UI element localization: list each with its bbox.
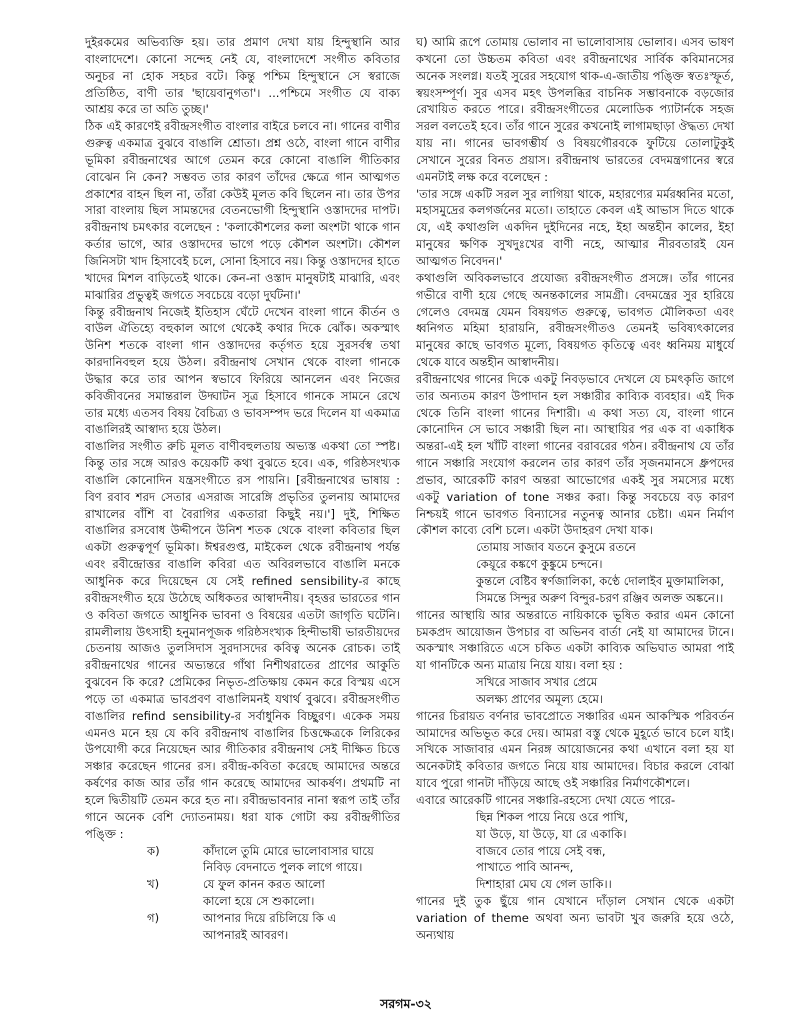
paragraph: দুইরকমের অভিব্যক্তি হয়। তার প্রমাণ দেখা যায় হিন্দুস্থানি আর বাংলাদেশে। কোনো সন্দেহ নেই যে, বাংলাদেশে সংগীত কবিতার অনুচর না হোক সহচর বটে। কিন্তু পশ্চিম হিন্দুস্থানে সে স্বরাজে প্রতিষ্ঠিত, বাণী তার 'ছায়েবানুগতা'। ...পশ্চিমে সংগীত যে বাক্য আশ্রয় করে তা অতি তুচ্ছ।': [85, 35, 400, 117]
verse-line: অলক্ষ্য প্রাণের অমূল্য হেমে।: [476, 691, 604, 706]
verse-line: দিশাহারা মেঘ যে গেল ডাকি।।: [476, 877, 612, 892]
song-verse-2: [416, 674, 734, 708]
verse-line: সিমন্তে সিন্দুর অরুণ বিন্দুর-চরণ রঞ্জিব অলক্ত অঙ্কনে।।: [476, 590, 724, 605]
song-verse-1: [416, 539, 734, 606]
verse-line: যে ফুল কানন করত আলো: [203, 877, 325, 892]
verse-item-ka: [85, 843, 400, 877]
block-quote: 'তার সঙ্গে একটি সরল সুর লাগিয়া থাকে, মহারণ্যের মর্মরধ্বনির মতো, মহাসমুদ্রের কলগর্জনের মতো। তাহাতে কেবল এই আভাস দিতে থাকে যে, এই কথাগুলি একদিন দুইদিনের নহে, ইহা অন্তহীন কালের, ইহা মানুষের ক্ষণিক সুখদুঃখের বাণী নহে, আত্মার নীরবতারই যেন আত্মগত নিবেদন।': [416, 186, 734, 268]
left-column: [85, 34, 400, 944]
verse-item-number: ক): [147, 843, 160, 858]
paragraph: রবীন্দ্রনাথের গানের দিকে একটু নিবড়ভাবে দেখলে যে চমৎকৃতি জাগে তার অন্যতম কারণ উপাদান হল সঞ্চারীর কাব্যিক ব্যবহার। এই দিক থেকে তিনি বাংলা গানের দিশারী। এ কথা সত্য যে, বাংলা গানে কোনোদিন সে ভাবে সঞ্চারী ছিল না। আস্থায়ির পর এক বা একাধিক অন্তরা-এই হল খাঁটি বাংলা গানের বরাবরের গঠন। রবীন্দ্রনাথ যে তাঁর গানে সঞ্চারি সংযোগ করলেন তার কারণ তাঁর সৃজনমানসে ধ্রুপদের প্রভাব, আরেকটি কারণ অন্তরা আভোগের একই সুর সমস্যের মধ্যে একটু variation of tone সঞ্চর করা। কিন্তু সবচেয়ে বড় কারণ নিশ্চয়ই গানে ভাবগত বিন্যাসের নতুনত্ব আনার চেষ্টা। এমন নির্মাণ কৌশল কাব্যে বেশি চলে। একটা উদাহরণ দেখা যাক।: [416, 371, 734, 538]
paragraph: গানের আস্থায়ি আর অন্তরাতে নায়িকাকে ভূষিত করার এমন কোনো চমকপ্রদ আয়োজন উপচার বা অভিনব বার্তা নেই যা আমাদের টানে। অকস্মাৎ সঞ্চারিতে এসে চকিত একটা কাব্যিক অভিঘাত আমরা পাই যা গানটিকে অন্য মাত্রায় নিয়ে যায়। বলা হয় :: [416, 607, 734, 673]
verse-line: যা উড়ে, যা উড়ে, যা রে একাকি।: [476, 826, 627, 841]
paragraph: বাঙালির সংগীত রুচি মূলত বাণীবহুলতায় অভ্যস্ত একথা তো স্পষ্ট। কিন্তু তার সঙ্গে আরও কয়েকটি কথা বুঝতে হবে। এক, গরিষ্ঠসংখ্যক বাঙালি কোনোদিন যন্ত্রসংগীতে রস পায়নি। [রবীন্দ্রনাথের ভাষায় : বিণ রবাব শরদ সেতার এসরাজ সারেঙ্গি প্রভৃতির তুলনায় আমাদের রাখালের বাঁশি বা বৈরাগির একতারা কিছুই নয়।'] দুই, শিক্ষিত বাঙালির রসবোধ উদ্দীপনে উনিশ শতক থেকে বাংলা কবিতার ছিল একটা গুরুত্বপূর্ণ ভূমিকা। ঈশ্বরগুপ্ত, মাইকেল থেকে রবীন্দ্রনাথ পর্যন্ত এবং রবীন্দ্রোত্তর বাঙালি কবিরা এত অবিরলভাবে বাঙালি মনকে আধুনিক করে দিয়েছেন যে সেই refined sensibility-র কাছে রবীন্দ্রসংগীত হয়ে উঠেছে অধিকতর আস্বাদনীয়। বৃহত্তর ভারতের গান ও কবিতা জগতে আধুনিক ভাবনা ও বিষয়ের এতটা জাগৃতি ঘটেনি। রামলীলায় উৎসাহী হনুমানপূজক গরিষ্ঠসংখ্যক হিন্দীভাষী ভারতীয়দের চেতনায় আজও তুলসিদাস সুরদাসদের কবিত্ব অনেক রোচক। তাই রবীন্দ্রনাথের গানের অভ্যন্তরে গাঁথা নিশীথরাতের প্রাণের আকুতি বুঝবেন কি করে? প্রেমিকের নিভৃত-প্রতিক্ষায় কেমন করে বিস্ময় এসে পড়ে তা একমাত্র ভাবপ্রবণ বাঙালিমনই যথার্থ বুঝবে। রবীন্দ্রসংগীত বাঙালির refind sensibility-র সর্বাধুনিক বিচ্ছুরণ। একেক সময় এমনও মনে হয় যে কবি রবীন্দ্রনাথ বাঙালির চিত্তক্ষেত্রকে লিরিকের উপযোগী করে নিয়েছেন আর গীতিকার রবীন্দ্রনাথ সেই দীক্ষিত চিত্তে সঞ্চার করেছেন গানের রস। রবীন্দ্র-কবিতা করেছে আমাদের অন্তরে কর্ষণের কাজ আর তাঁর গান করেছে আমাদের আকর্ষণ। প্রথমটি না হলে দ্বিতীয়টি তেমন করে হত না। রবীন্দ্রভাবনার নানা স্বরূপ তাই তাঁর গানে অনেক বেশি দ্যোতনাময়। ধরা যাক গোটা কয় রবীন্দ্রগীতির পঙ্ক্তি :: [85, 439, 400, 841]
verse-item-number: খ): [147, 877, 160, 892]
right-column: [416, 34, 734, 944]
verse-line: ছিন্ন শিকল পায়ে নিয়ে ওরে পাখি,: [476, 809, 629, 824]
paragraph: কথাগুলি অবিকলভাবে প্রযোজ্য রবীন্দ্রসংগীত প্রসঙ্গে। তাঁর গানের গভীরে বাণী হয়ে গেছে অনন্তকালের সামগ্রী। বেদমন্ত্রের সুর হারিয়ে গেলেও বেদমন্ত্র যেমন বিষয়গত গুরুত্বে, ভাবগত মৌলিকতা এবং ধ্বনিগত মহিমা হারায়নি, রবীন্দ্রসংগীতও তেমনই ভবিষ্যৎকালের মানুষের কাছে ভাবগত মূল্যে, বিষয়গত কৃতিত্বে এবং ধ্বনিময় মাধুর্যে থেকে যাবে অন্তহীন আস্বাদনীয়।: [416, 270, 734, 370]
verse-line: কালো হয়ে সে শুকালো।: [203, 894, 315, 909]
paragraph: গানের দুই তুক ছুঁয়ে গান যেখানে দাঁড়াল সেখান থেকে একটা variation of theme অথবা অন্য ভাবটা খুব জরুরি হয়ে ওঠে, অন্যথায়: [416, 894, 734, 942]
verse-line: সখিরে সাজাব সখার প্রেমে: [476, 675, 598, 690]
verse-item-kha: [85, 876, 400, 910]
verse-line: কাঁদালে তুমি মোরে ভালোবাসার ঘায়ে: [203, 843, 374, 858]
verse-line: কেয়ূরে কঙ্কণে কুঙ্কুমে চন্দনে।: [476, 557, 603, 572]
verse-line: কুন্তলে বেষ্টিব স্বর্ণজালিকা, কণ্ঠে দোলাইব মুক্তামালিকা,: [476, 574, 725, 588]
paragraph: গানের চিরায়ত বর্ণনার ভাবপ্রোতে সঞ্চারির এমন আকস্মিক পরিবর্তন আমাদের অভিভূত করে দেয়। আমরা বস্তু থেকে মুহূর্তে ভাবে চলে যাই। সখিকে সাজাবার এমন নিরঙ্গ আয়োজনের কথা এখানে বলা হয় যা অনেকটাই কবিতার জগতে নিয়ে যায় আমাদের। বিচার করলে বোঝা যাবে পুরো গানটা দাঁড়িয়ে আছে ওই সঞ্চারির নির্মাণকৌশলে।: [416, 708, 734, 791]
verse-line: আপনারই আবরণ।: [203, 927, 289, 942]
paragraph: কিন্তু রবীন্দ্রনাথ নিজেই ইতিহাস ঘেঁটে দেখেন বাংলা গানে কীর্তন ও বাউল ঐতিহ্যে বহুকাল আগে থেকেই কথার দিকে ঝোঁক। অকস্মাৎ উনিশ শতকে বাংলা গান ওস্তাদদের কর্তৃগত হয়ে সুরসর্বস্ব তথা কারদানিবহুল হয়ে উঠল। রবীন্দ্রনাথ সেখান থেকে বাংলা গানকে উদ্ধার করে তার আপন স্বভাবে ফিরিয়ে আনলেন এবং নিজের কবিজীবনের সমান্তরাল উদ্ঘাটন সূত্র হিসাবে গানকে সামনে রেখে তার মধ্যে এতসব বিষয় বৈচিত্র্য ও ভাবসম্পদ ভরে দিলেন যা একমাত্র বাঙালিরই আস্বাদ্য হয়ে উঠল।: [85, 304, 400, 437]
paragraph: এবারে আরেকটি গানের সঞ্চারি-রহস্যে দেখা যেতে পারে-: [416, 792, 676, 807]
verse-line: আপনার দিয়ে রচিলিয়ে কি এ: [203, 910, 337, 925]
paragraph: ঠিক এই কারণেই রবীন্দ্রসংগীত বাংলার বাইরে চলবে না। গানের বাণীর গুরুত্ব একমাত্র বুঝবে বাঙালি শ্রোতা। প্রশ্ন ওঠে, বাংলা গানে বাণীর ভূমিকা রবীন্দ্রনাথের আগে তেমন করে কোনো বাঙালি গীতিকার বোঝেন নি কেন? সম্ভবত তার কারণ তাঁদের ক্ষেত্রে গান আত্মগত প্রকাশের বাহন ছিল না, তাঁরা কেউই মূলত কবি ছিলেন না। তার উপর সারা বাংলায় ছিল সামন্তদের বেতনভোগী হিন্দুস্থানি ওস্তাদদের দাপট। রবীন্দ্রনাথ চমৎকার বলেছেন : 'কলাকৌশলের কলা অংশটা থাকে গান কর্তার ভাগে, আর ওস্তাদদের ভাগে পড়ে কৌশল অংশটা। কৌশল জিনিসটা খাদ হিসাবেই চলে, সোনা হিসাবে নয়। কিন্তু ওস্তাদদের হাতে খাদের মিশল বাড়িতেই থাকে। কেন-না ওস্তাদ মানুষটাই মাঝারি, এবং মাঝারির প্রভুত্বই জগতে সবচেয়ে বড়ো দুর্ঘটনা।': [85, 119, 400, 302]
verse-line: পাখাতে পাবি আনন্দ,: [476, 860, 574, 875]
verse-line: তোমায় সাজাব যতনে কুসুমে রতনে: [476, 540, 636, 555]
song-verse-3: [416, 809, 734, 893]
page-footer-label: সরগম-৩২: [380, 996, 432, 1011]
verse-line: বাজবে তোর পায়ে সেই বন্ধ,: [476, 843, 606, 858]
paragraph: ঘ) আমি রূপে তোমায় ভোলাব না ভালোবাসায় ভোলাব। এসব ভাষণ কখনো তো উচ্চতম কবিতা এবং রবীন্দ্রনাথের সার্বিক কবিমানসের অনেক সংলগ্ন। যতই সুরের সহযোগ থাক-এ-জাতীয় পঙ্ক্তি স্বতঃস্ফূর্ত, স্বয়ংসম্পূর্ণ। সুর এসব মহৎ উপলব্ধির বাচনিক সম্ভাবনাকে বড়জোর রেখায়িত করতে পারে। রবীন্দ্রসংগীতের মেলোডিক প্যাটার্নকে সহজ সরল বলতেই হবে। তাঁর গানে সুরের কখনোই লাগামছাড়া ঔদ্ধত্য দেখা যায় না। গানের ভাবগম্ভীর্য ও বিষয়গৌরবকে ফুটিয়ে তোলাটুকুই সেখানে সুরের বিনত প্রয়াস। রবীন্দ্রনাথ ভারতের বেদমন্ত্রগানের স্বরে এমনটাই লক্ষ করে বলেছেন :: [416, 35, 734, 184]
verse-line: নিবিড় বেদনাতে পুলক লাগে গায়ে।: [203, 860, 363, 875]
verse-item-number: গ): [147, 910, 160, 925]
verse-item-ga: [85, 910, 400, 944]
